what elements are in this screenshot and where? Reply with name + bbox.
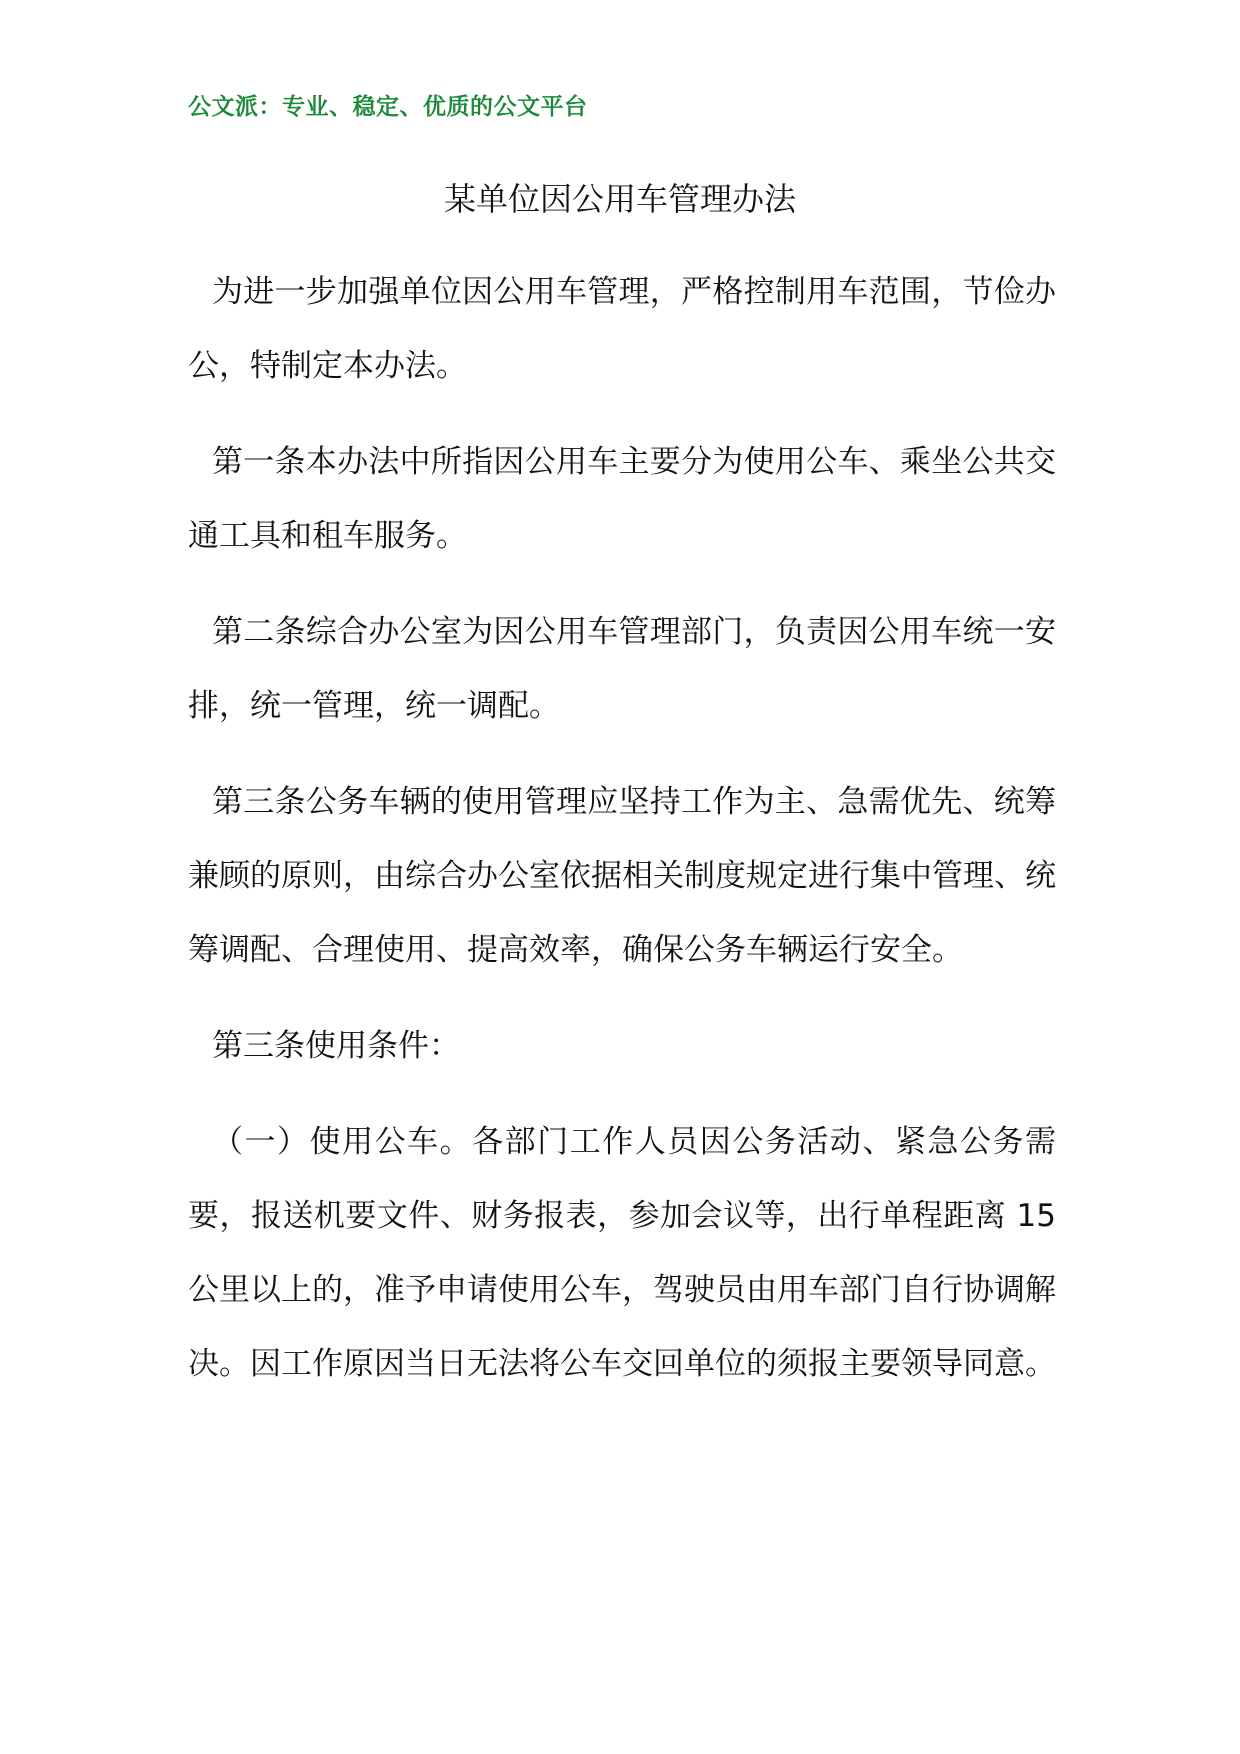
paragraph-article-3-conditions: 第三条使用条件： — [212, 1028, 460, 1064]
document-title: 某单位因公用车管理办法 — [443, 180, 796, 218]
paragraph-article-3: 第三条公务车辆的使用管理应坚持工作为主、急需优先、统筹兼顾的原则，由综合办公室依据相关制度规定进行集中管理、统筹调配、合理使用、提高效率，确保公务车辆运行安全。 — [188, 784, 1056, 968]
paragraph-intro: 为进一步加强单位因公用车管理，严格控制用车范围，节俭办公，特制定本办法。 — [188, 274, 1056, 384]
paragraph-article-1: 第一条本办法中所指因公用车主要分为使用公车、乘坐公共交通工具和租车服务。 — [188, 444, 1056, 554]
paragraph-condition-1: （一）使用公车。各部门工作人员因公务活动、紧急公务需要，报送机要文件、财务报表，参加会议等，出行单程距离 15 公里以上的，准予申请使用公车，驾驶员由用车部门自行协调解决。因工作原因当日无法将公车交回单位的须报主要领导同意。 — [188, 1124, 1056, 1382]
document-body — [188, 255, 1056, 1423]
site-header: 公文派：专业、稳定、优质的公文平台 — [188, 94, 588, 120]
paragraph-article-2: 第二条综合办公室为因公用车管理部门，负责因公用车统一安排，统一管理，统一调配。 — [188, 614, 1056, 724]
